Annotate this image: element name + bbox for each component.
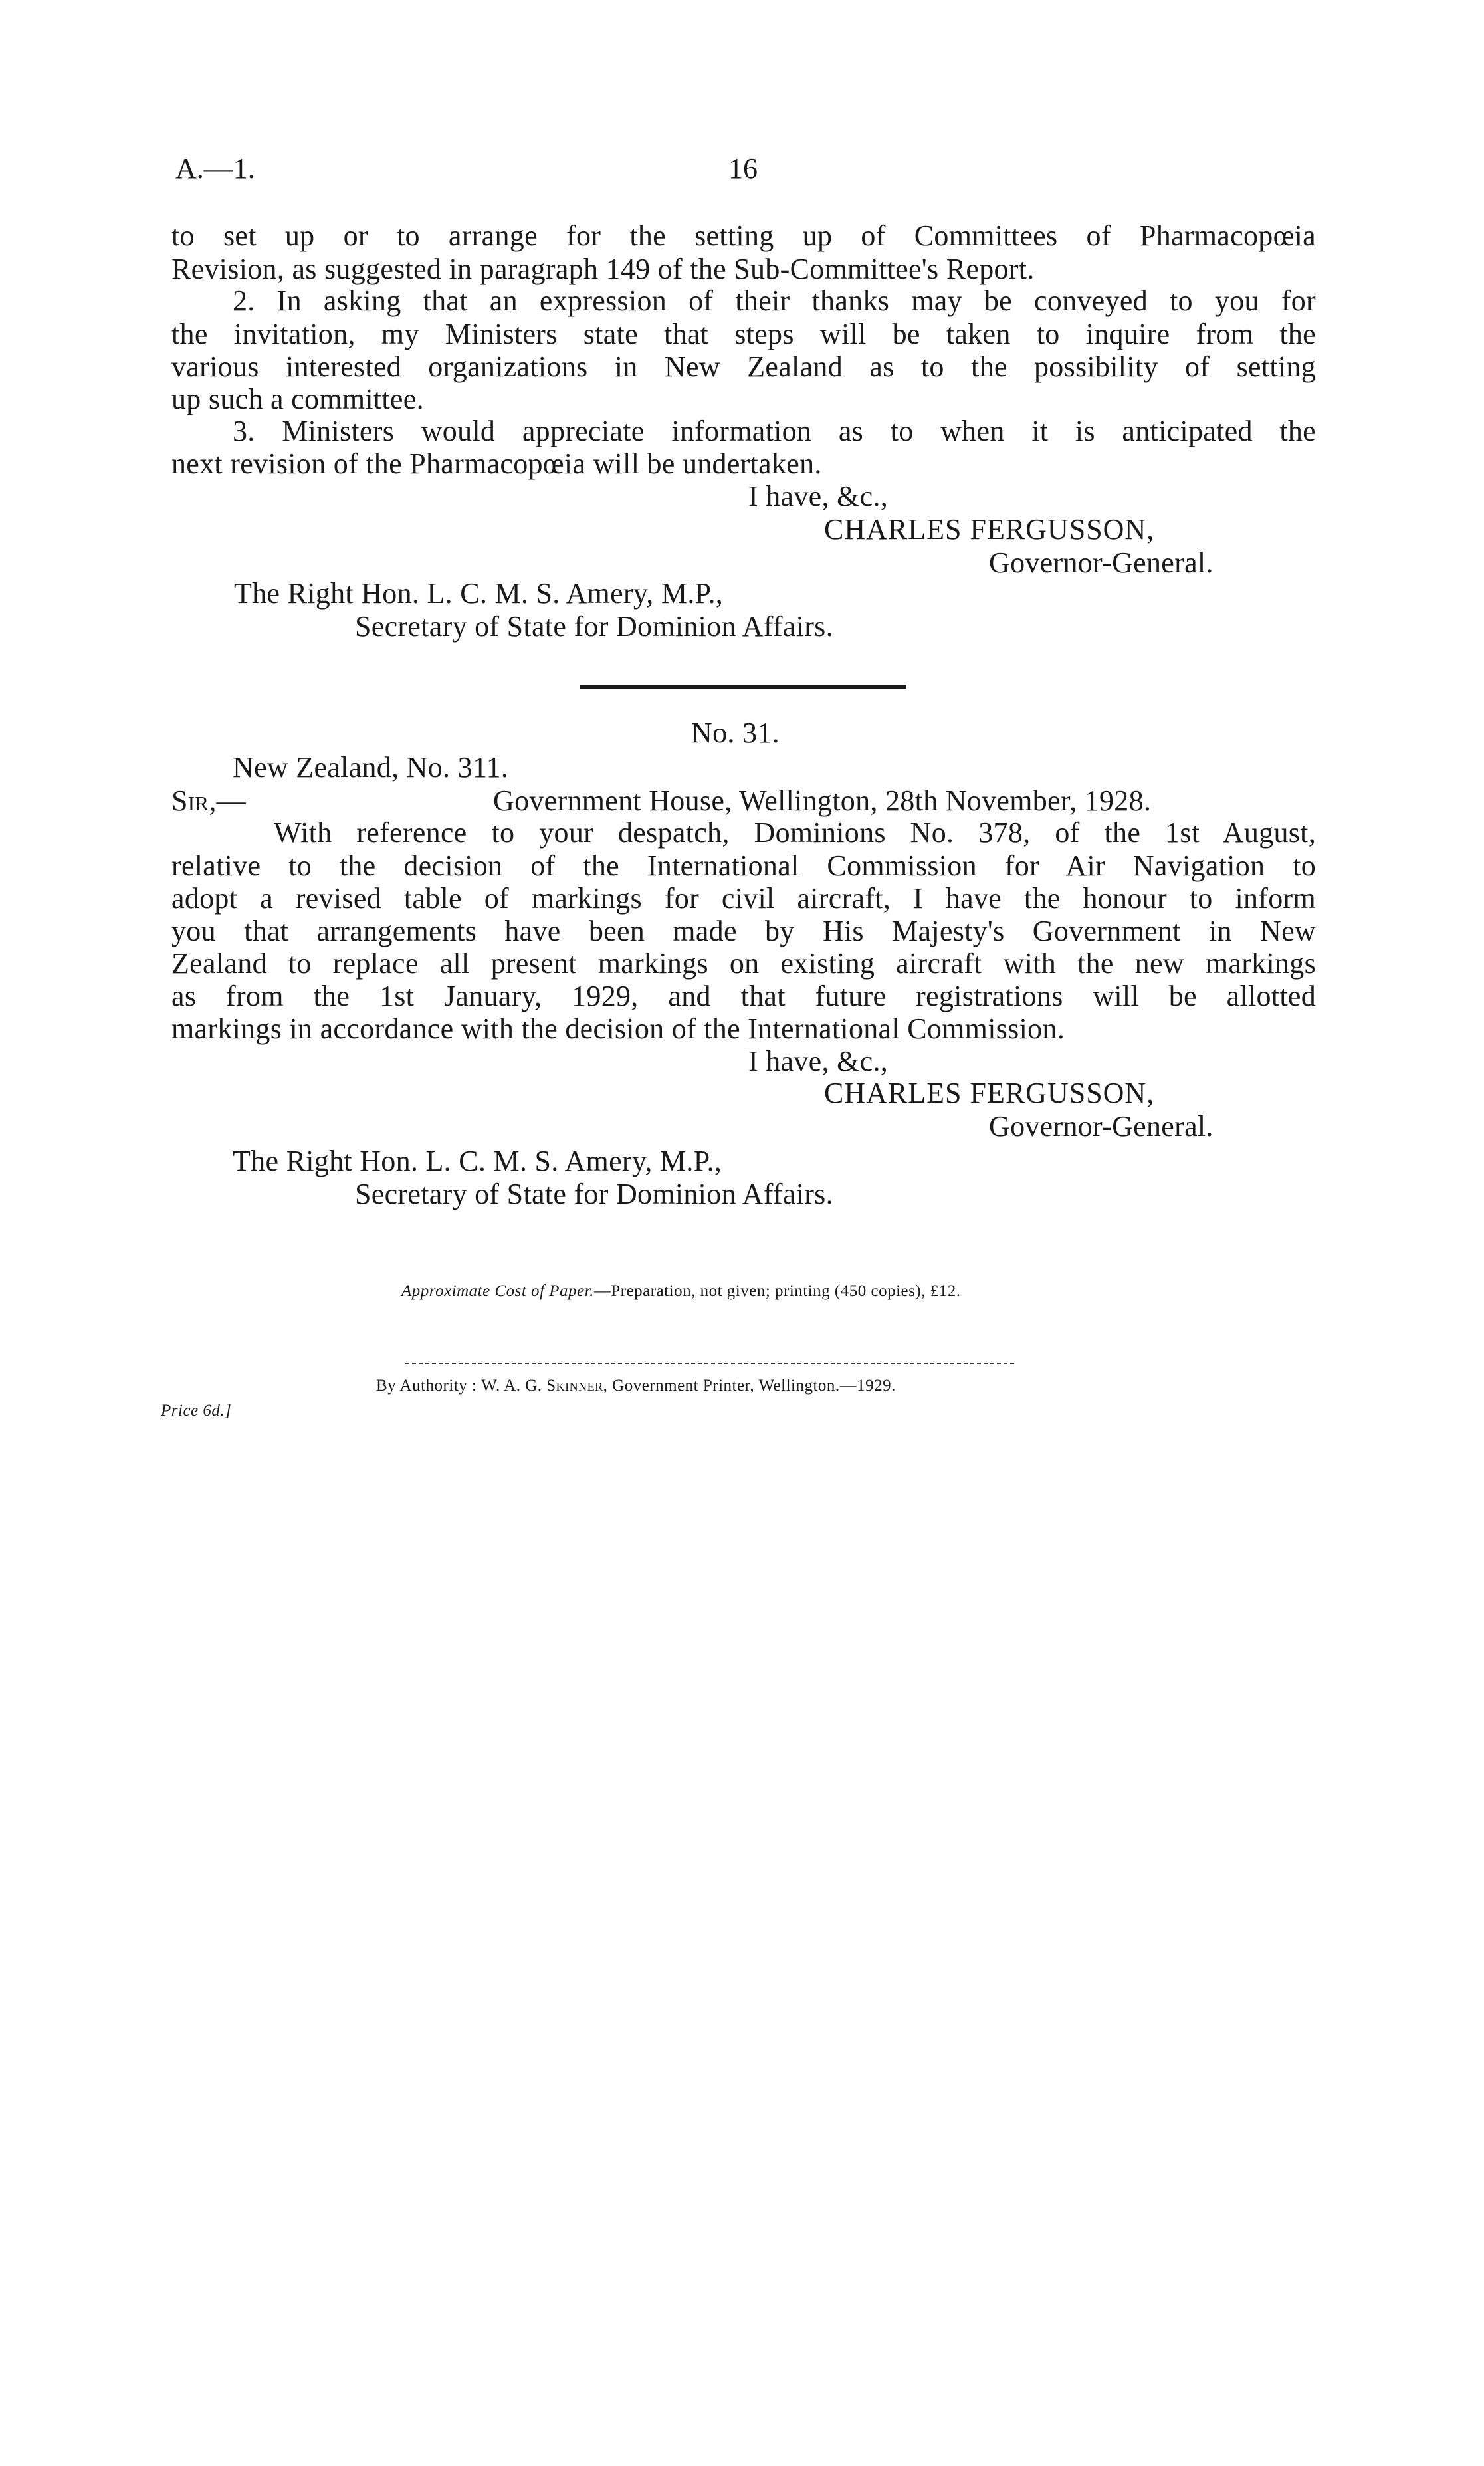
signatory-title: Governor-General. [989,1110,1214,1143]
closing: I have, &c., [748,1045,889,1077]
printer-name: W. A. G. Skinner [481,1377,603,1395]
paragraph-line: the invitation, my Ministers state that steps will be taken to inquire from the [171,318,1316,350]
place-date: Government House, Wellington, 28th November, 1928. [493,784,1152,817]
paragraph-line: relative to the decision of the International Commission for Air Navigation to [171,849,1316,882]
printer-imprint [376,1376,896,1396]
section-divider [580,685,906,689]
paragraph-line: markings in accordance with the decision of the International Commission. [171,1012,1065,1045]
footer-divider [405,1363,1014,1364]
addressee-title: Secretary of State for Dominion Affairs. [355,610,833,643]
price: Price 6d.] [161,1402,232,1420]
paragraph-line: up such a committee. [171,383,424,415]
paragraph-line: With reference to your despatch, Dominions No. 378, of the 1st August, [274,816,1316,849]
paragraph-line: Revision, as suggested in paragraph 149 of the Sub-Committee's Report. [171,253,1035,285]
signatory: CHARLES FERGUSSON, [824,513,1155,546]
paragraph-line: adopt a revised table of markings for civil aircraft, I have the honour to inform [171,882,1316,915]
document-reference: A.—1. [175,152,255,185]
paragraph-line: as from the 1st January, 1929, and that future registrations will be allotted [171,980,1316,1012]
letter-number: No. 31. [691,717,780,749]
cost-label: Approximate Cost of Paper. [401,1282,594,1300]
paragraph-line: next revision of the Pharmacopœia will be undertaken. [171,447,822,480]
paragraph-line: to set up or to arrange for the setting up of Committees of Pharmacopœia [171,219,1316,252]
paragraph-line: 2. In asking that an expression of their thanks may be conveyed to you for [233,284,1316,317]
signatory: CHARLES FERGUSSON, [824,1077,1155,1109]
addressee-title: Secretary of State for Dominion Affairs. [355,1178,833,1210]
addressee: The Right Hon. L. C. M. S. Amery, M.P., [234,577,724,610]
paragraph-line: Zealand to replace all present markings on existing aircraft with the new markings [171,947,1316,980]
signatory-title: Governor-General. [989,546,1214,579]
letter-reference: New Zealand, No. 311. [233,751,509,784]
cost-text: —Preparation, not given; printing (450 copies), £12. [593,1282,961,1300]
page-number: 16 [728,152,758,185]
addressee: The Right Hon. L. C. M. S. Amery, M.P., [233,1145,722,1177]
salutation: Sir,— [171,784,246,817]
authority-label: By Authority : [376,1377,477,1395]
closing: I have, &c., [748,480,889,512]
paragraph-line: you that arrangements have been made by His Majesty's Government in New [171,915,1316,947]
paragraph-line: 3. Ministers would appreciate information as to when it is anticipated the [233,415,1316,447]
printer-text: , Government Printer, Wellington.—1929. [603,1377,896,1395]
paragraph-line: various interested organizations in New Zealand as to the possibility of setting [171,350,1316,383]
cost-note [401,1282,960,1301]
